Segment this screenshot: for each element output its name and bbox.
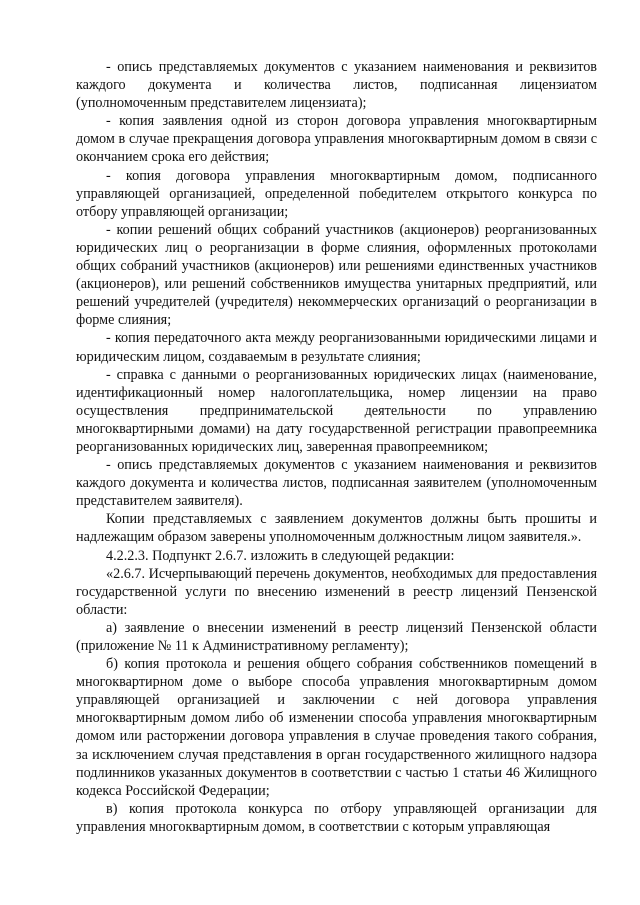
paragraph-item-a: а) заявление о внесении изменений в реестр лицензий Пензенской области (приложение № 11 к Административному регламенту); [76,619,597,654]
paragraph-clause-2-6-7: «2.6.7. Исчерпывающий перечень документов, необходимых для предоставления государственной услуги по внесению изменений в реестр лицензий Пензенской области: [76,565,597,618]
paragraph-item-v: в) копия протокола конкурса по отбору управляющей организации для управления многоквартирным домом, в соответствии с которым управляющая [76,800,597,835]
paragraph-inventory-licensee: - опись представляемых документов с указанием наименования и реквизитов каждого документа и количества листов, подписанная лицензиатом (уполномоченным представителем лицензиата); [76,59,597,112]
paragraph-reorganized-entities-certificate: - справка с данными о реорганизованных юридических лицах (наименование, идентификационный номер налогоплательщика, номер лицензии на право осуществления предпринимательской деятельности по управлению многоквартирными домами) на дату государственной регистрации правопреемника реорганизованных юридических лиц, заверенная правопреемником; [76,366,597,455]
paragraph-merger-decisions: - копии решений общих собраний участников (акционеров) реорганизованных юридических лиц о реорганизации в форме слияния, оформленных протоколами общих собраний участников (акционеров) или решениями единственных участников (акционеров), или решений собственников имущества унитарных предприятий, или решений учредителей (учредителя) некоммерческих организаций о реорганизации в форме слияния; [76,221,597,329]
document-page [76,58,597,836]
paragraph-inventory-applicant: - опись представляемых документов с указанием наименования и реквизитов каждого документа и количества листов, подписанная заявителем (уполномоченным представителем заявителя). [76,457,597,510]
paragraph-transfer-act: - копия передаточного акта между реорганизованными юридическими лицами и юридическим лицом, создаваемым в результате слияния; [76,330,597,365]
paragraph-item-b: б) копия протокола и решения общего собрания собственников помещений в многоквартирном доме о выборе способа управления многоквартирным домом управляющей организацией и заключении с ней договора управления многоквартирным домом либо об изменении способа управления многоквартирным домом или расторжении договора управления в случае проведения такого собрания, за исключением случая представления в орган государственного жилищного надзора подлинников указанных документов в соответствии с частью 1 статьи 46 Жилищного кодекса Российской Федерации; [76,656,597,799]
paragraph-subclause-heading: 4.2.2.3. Подпункт 2.6.7. изложить в следующей редакции: [106,547,455,564]
paragraph-contract-termination: - копия заявления одной из сторон договора управления многоквартирным домом в случае прекращения договора управления многоквартирным домом в связи с окончанием срока его действия; [76,113,597,166]
paragraph-copies-certification: Копии представляемых с заявлением документов должны быть прошиты и надлежащим образом заверены уполномоченным должностным лицом заявителя.». [76,511,597,546]
paragraph-contract-copy: - копия договора управления многоквартирным домом, подписанного управляющей организацией, определенной победителем открытого конкурса по отбору управляющей организации; [76,167,597,220]
